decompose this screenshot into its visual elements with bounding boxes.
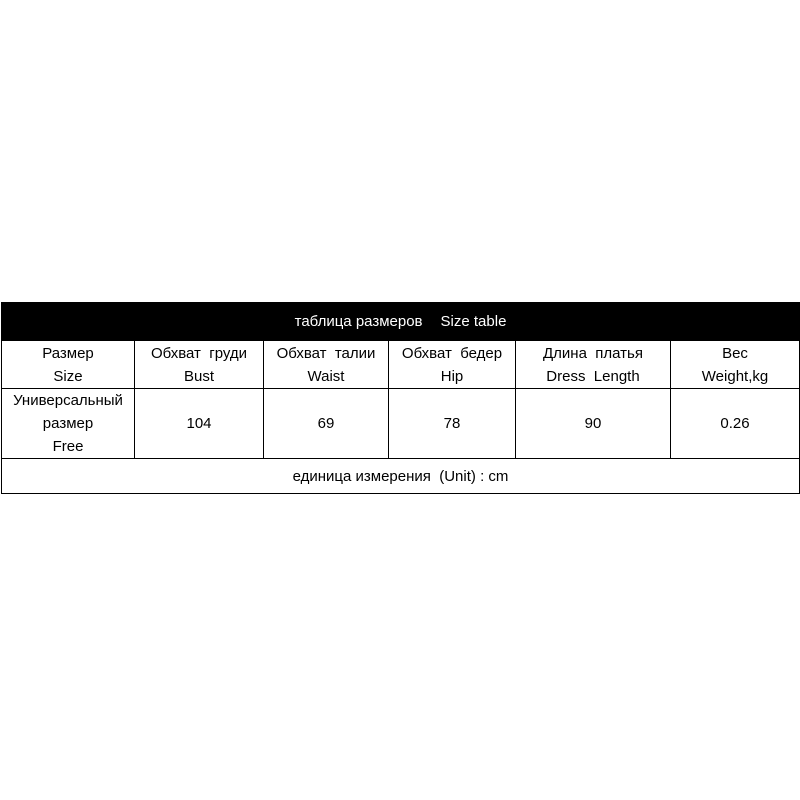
header-size-ru: Размер	[42, 344, 94, 362]
cell-waist: 69	[264, 389, 389, 459]
header-hip	[389, 341, 516, 389]
cell-size-ru-line1: Универсальный	[13, 392, 123, 409]
header-dress-length	[516, 341, 671, 389]
header-bust-ru: Обхват груди	[150, 344, 248, 362]
table-title	[2, 303, 800, 341]
cell-size	[2, 389, 135, 459]
size-table	[1, 302, 800, 494]
header-waist-ru: Обхват талии	[276, 344, 376, 362]
cell-bust: 104	[135, 389, 264, 459]
header-bust-en: Bust	[183, 367, 214, 385]
table-title-ru: таблица размеров	[294, 313, 423, 330]
header-waist-en: Waist	[307, 367, 345, 385]
cell-hip: 78	[389, 389, 516, 459]
cell-size-en: Free	[52, 438, 84, 455]
cell-size-ru-line2: размер	[42, 415, 94, 432]
header-weight-ru: Вес	[722, 344, 748, 362]
header-hip-en: Hip	[440, 367, 464, 385]
table-title-row	[2, 303, 800, 341]
unit-note: единица измерения (Unit) : cm	[2, 459, 800, 494]
header-weight-en: Weight,kg	[701, 367, 769, 385]
table-header-row	[2, 341, 800, 389]
cell-weight: 0.26	[671, 389, 800, 459]
table-title-en: Size table	[440, 313, 507, 330]
header-size	[2, 341, 135, 389]
table-row	[2, 389, 800, 459]
header-bust	[135, 341, 264, 389]
header-size-en: Size	[53, 367, 83, 385]
header-weight	[671, 341, 800, 389]
header-dress-length-ru: Длина платья	[543, 344, 643, 362]
table-footer-row	[2, 459, 800, 494]
size-table-container	[1, 302, 799, 494]
header-dress-length-en: Dress Length	[546, 367, 640, 385]
header-waist	[264, 341, 389, 389]
header-hip-ru: Обхват бедер	[401, 344, 503, 362]
cell-dress-length: 90	[516, 389, 671, 459]
